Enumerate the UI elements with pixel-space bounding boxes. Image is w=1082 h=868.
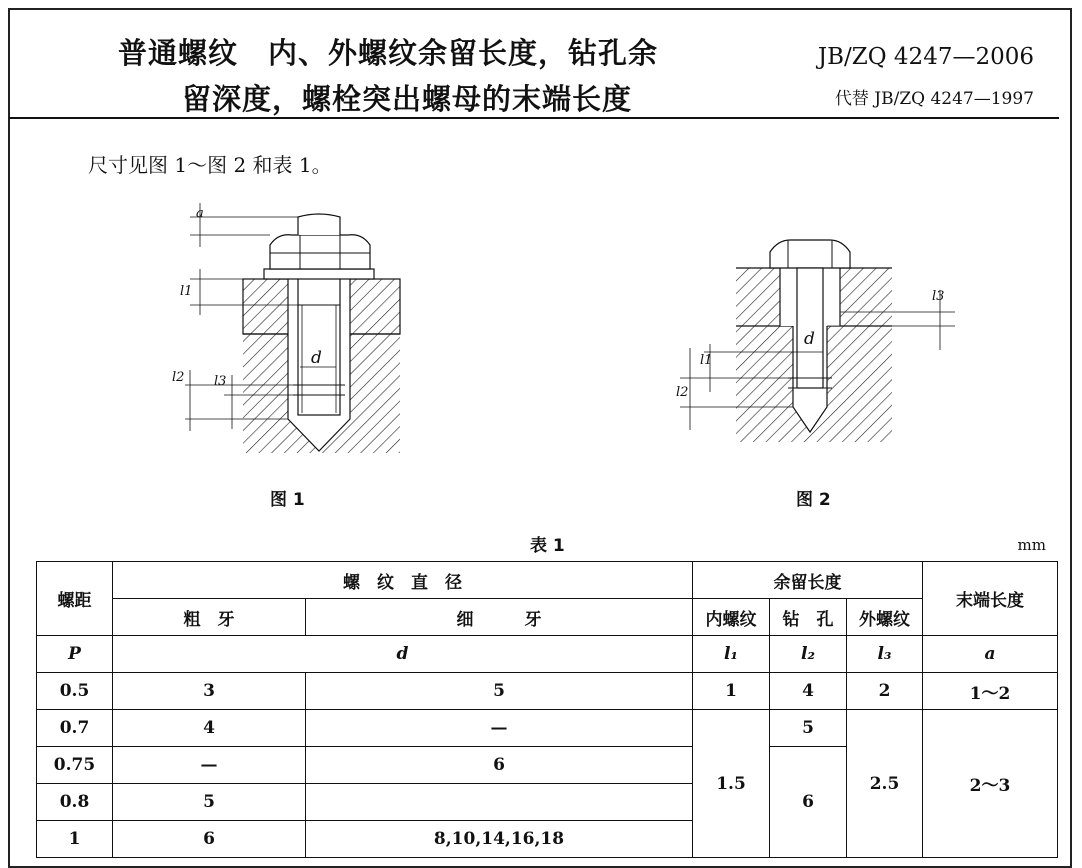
spec-table <box>36 561 1058 858</box>
fig2-label-l3: l3 <box>932 289 945 304</box>
cell-l1: 1 <box>693 673 770 710</box>
cell-coarse: — <box>113 747 306 784</box>
bolt-head <box>770 240 850 268</box>
cell-fine: 5 <box>306 673 693 710</box>
fig1-label-l1: l1 <box>180 284 193 299</box>
cell-l2: 5 <box>770 710 847 747</box>
header-residual-length: 余留长度 <box>693 562 923 599</box>
replaces-standard: 代替 JB/ZQ 4247—1997 <box>834 89 1034 109</box>
cell-fine <box>306 784 693 821</box>
symbol-P: P <box>37 636 113 673</box>
symbol-l2: l₂ <box>770 636 847 673</box>
header-drill: 钻 孔 <box>770 599 847 636</box>
fig1-label-l3: l3 <box>214 374 227 389</box>
fig1-label-d: d <box>311 348 322 368</box>
header-rule <box>9 117 1059 119</box>
header-external: 外螺纹 <box>847 599 923 636</box>
standard-number: JB/ZQ 4247—2006 <box>817 44 1034 70</box>
cell-fine: 8,10,14,16,18 <box>306 821 693 858</box>
header-end-length: 末端长度 <box>923 562 1058 636</box>
cell-a: 1～2 <box>923 673 1058 710</box>
table-row <box>37 710 1058 747</box>
washer <box>264 269 374 279</box>
intro-text: 尺寸见图 1～图 2 和表 1。 <box>88 153 332 177</box>
document-title <box>118 30 658 122</box>
cell-coarse: 5 <box>113 784 306 821</box>
title-line-1: 普通螺纹 内、外螺纹余留长度，钻孔余 <box>118 36 659 70</box>
cell-pitch: 0.75 <box>37 747 113 784</box>
cell-l1-merged: 1.5 <box>693 710 770 858</box>
fig2-label-d: d <box>804 329 815 349</box>
cell-pitch: 0.8 <box>37 784 113 821</box>
cell-l3: 2 <box>847 673 923 710</box>
table-caption: 表 1 <box>530 536 565 556</box>
nut <box>270 235 370 269</box>
title-line-2: 留深度，螺栓突出螺母的末端长度 <box>182 82 633 116</box>
fig2-label-l2: l2 <box>676 385 689 400</box>
header-thread-diameter: 螺 纹 直 径 <box>113 562 693 599</box>
cell-fine: — <box>306 710 693 747</box>
cell-fine: 6 <box>306 747 693 784</box>
cell-pitch: 0.5 <box>37 673 113 710</box>
figure-1-caption: 图 1 <box>270 490 305 510</box>
bolt-shank <box>797 268 823 388</box>
header-pitch: 螺距 <box>37 562 113 636</box>
cell-l2: 4 <box>770 673 847 710</box>
header-coarse: 粗 牙 <box>113 599 306 636</box>
symbol-l3: l₃ <box>847 636 923 673</box>
figure-1-drawing <box>160 195 410 460</box>
cell-l3-merged: 2.5 <box>847 710 923 858</box>
fig2-label-l1: l1 <box>700 353 713 368</box>
symbol-d: d <box>113 636 693 673</box>
cell-a-merged: 2～3 <box>923 710 1058 858</box>
symbol-l1: l₁ <box>693 636 770 673</box>
cell-coarse: 4 <box>113 710 306 747</box>
cell-pitch: 1 <box>37 821 113 858</box>
cell-l2-merged: 6 <box>770 747 847 858</box>
table-unit: mm <box>1017 536 1046 554</box>
header-fine: 细 牙 <box>306 599 693 636</box>
figure-2-caption: 图 2 <box>796 490 831 510</box>
cell-coarse: 3 <box>113 673 306 710</box>
cell-coarse: 6 <box>113 821 306 858</box>
header-internal: 内螺纹 <box>693 599 770 636</box>
cell-pitch: 0.7 <box>37 710 113 747</box>
symbol-a: a <box>923 636 1058 673</box>
fig1-label-l2: l2 <box>172 370 185 385</box>
figure-2-drawing <box>670 232 960 447</box>
fig1-label-a: a <box>196 206 204 221</box>
table-row <box>37 673 1058 710</box>
